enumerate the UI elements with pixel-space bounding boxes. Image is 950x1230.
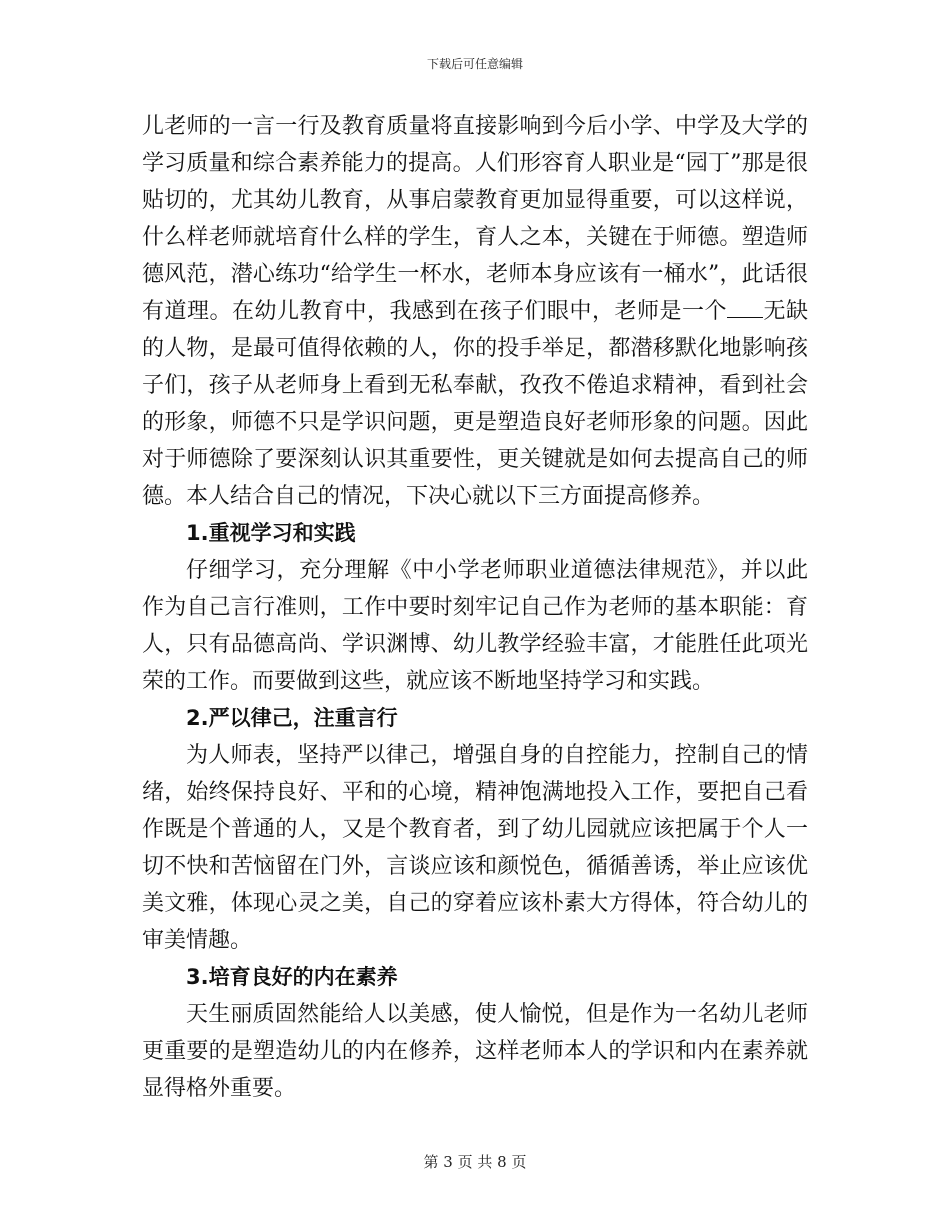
section-heading-3: 3.培育良好的内在素养 xyxy=(186,965,398,989)
section-paragraph-2: 为人师表，坚持严以律己，增强自身的自控能力，控制自己的情绪，始终保持良好、平和的心境，精神饱满地投入工作，要把自己看作既是个普通的人，又是个教育者，到了幼儿园就应该把属于个人一切不快和苦恼留在门外，言谈应该和颜悦色，循循善诱，举止应该优美文雅，体现心灵之美，自己的穿着应该朴素大方得体，符合幼儿的审美情趣。 xyxy=(142,743,808,953)
section-paragraph-3: 天生丽质固然能给人以美感，使人愉悦，但是作为一名幼儿老师更重要的是塑造幼儿的内在修养，这样老师本人的学识和内在素养就显得格外重要。 xyxy=(142,1002,808,1101)
section-heading-2: 2.严以律己，注重言行 xyxy=(186,706,398,730)
section-heading-1: 1.重视学习和实践 xyxy=(186,521,356,545)
page-footer: 第 3 页 共 8 页 xyxy=(423,1153,527,1171)
page-header: 下载后可任意编辑 xyxy=(426,57,523,71)
paragraph-text: 儿老师的一言一行及教育质量将直接影响到今后小学、中学及大学的学习质量和综合素养能力的提高。人们形容育人职业是“园丁”那是很贴切的，尤其幼儿教育，从事启蒙教育更加显得重要，可以这样说，什么样老师就培育什么样的学生，育人之本，关键在于师德。塑造师德风范，潜心练功“给学生一杯水，老师本身应该有一桶水”，此话很有道理。在幼儿教育中，我感到在孩子们眼中，老师是一个 xyxy=(142,114,808,324)
fill-in-blank xyxy=(727,299,763,318)
document-body xyxy=(142,108,808,1107)
section-paragraph-1: 仔细学习，充分理解《中小学老师职业道德法律规范》，并以此作为自己言行准则，工作中要时刻牢记自己作为老师的基本职能：育人，只有品德高尚、学识渊博、幼儿教学经验丰富，才能胜任此项光荣的工作。而要做到这些，就应该不断地坚持学习和实践。 xyxy=(142,558,808,694)
paragraph-text: 无缺的人物，是最可值得依赖的人，你的投手举足，都潜移默化地影响孩子们，孩子从老师身上看到无私奉献，孜孜不倦追求精神，看到社会的形象，师德不只是学识问题，更是塑造良好老师形象的问题。因此对于师德除了要深刻认识其重要性，更关键就是如何去提高自己的师德。本人结合自己的情况，下决心就以下三方面提高修养。 xyxy=(142,299,808,509)
paragraph-continued xyxy=(142,108,808,515)
